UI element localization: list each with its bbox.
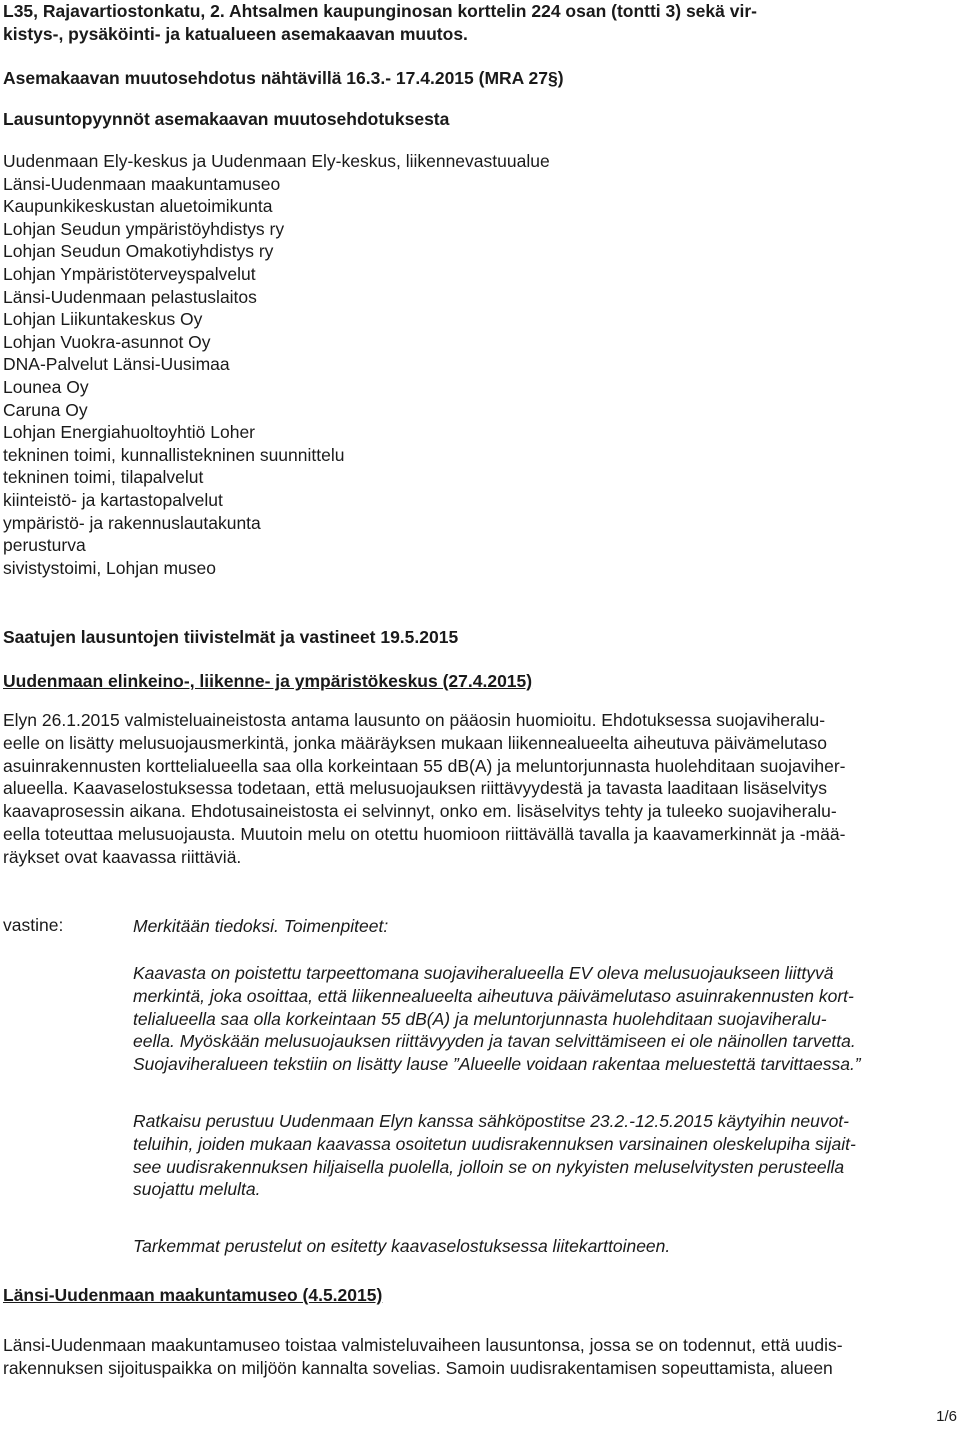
- text-line: kaavaprosessin aikana. Ehdotusaineistosta ei selvinnyt, onko em. lisäselvitys tehty ja tuleeko suojaviheralu-: [3, 801, 837, 822]
- list-item: tekninen toimi, kunnallistekninen suunnittelu: [3, 444, 345, 465]
- list-item: kiinteistö- ja kartastopalvelut: [3, 489, 223, 510]
- page-number: 1/6: [936, 1408, 957, 1425]
- text-line: Suojaviheralueen tekstiin on lisätty lause ”Alueelle voidaan rakentaa meluestettä tarvittaessa.”: [133, 1054, 861, 1075]
- list-item: Lohjan Energiahuoltoyhtiö Loher: [3, 422, 255, 443]
- text-line: asuinrakennusten korttelialueella saa olla korkeintaan 55 dB(A) ja meluntorjunnasta huolehditaan suojaviher-: [3, 755, 846, 776]
- requests-heading: Lausuntopyynnöt asemakaavan muutosehdotuksesta: [3, 109, 450, 129]
- list-item: Kaupunkikeskustan aluetoimikunta: [3, 196, 273, 217]
- text-line: merkintä, joka osoittaa, että liikennealueelta aiheutuva päivämelutaso asuinrakennusten kort-: [133, 985, 854, 1006]
- recipients-list: [3, 150, 953, 579]
- section-heading-ely: Uudenmaan elinkeino-, liikenne- ja ympäristökeskus (27.4.2015): [3, 671, 533, 691]
- list-item: Lohjan Seudun ympäristöyhdistys ry: [3, 218, 285, 239]
- list-item: Lohjan Liikuntakeskus Oy: [3, 309, 203, 330]
- list-item: Caruna Oy: [3, 399, 88, 420]
- list-item: sivistystoimi, Lohjan museo: [3, 557, 216, 578]
- museo-statement: [3, 1334, 953, 1380]
- vastine-label: vastine:: [3, 915, 64, 935]
- title-line: kistys-, pysäköinti- ja katualueen asemakaavan muutos.: [3, 24, 468, 44]
- vastine-paragraph-3: Tarkemmat perustelut on esitetty kaavaselostuksessa liitekarttoineen.: [133, 1236, 671, 1256]
- section-heading-museo: Länsi-Uudenmaan maakuntamuseo (4.5.2015): [3, 1285, 383, 1305]
- exhibit-line: Asemakaavan muutosehdotus nähtävillä 16.3.- 17.4.2015 (MRA 27§): [3, 68, 564, 88]
- list-item: Lohjan Seudun Omakotiyhdistys ry: [3, 241, 274, 262]
- summary-heading: Saatujen lausuntojen tiivistelmät ja vastineet 19.5.2015: [3, 627, 459, 647]
- title-line: L35, Rajavartiostonkatu, 2. Ahtsalmen kaupunginosan korttelin 224 osan (tontti 3) sekä vir-: [3, 1, 757, 21]
- text-line: rakennuksen sijoituspaikka on miljöön kannalta sovelias. Samoin uudisrakentamisen sopeuttamista, alueen: [3, 1357, 833, 1378]
- list-item: ympäristö- ja rakennuslautakunta: [3, 512, 261, 533]
- list-item: DNA-Palvelut Länsi-Uusimaa: [3, 354, 230, 375]
- list-item: Länsi-Uudenmaan maakuntamuseo: [3, 173, 281, 194]
- list-item: Uudenmaan Ely-keskus ja Uudenmaan Ely-keskus, liikennevastuualue: [3, 151, 550, 171]
- list-item: Lounea Oy: [3, 376, 89, 397]
- text-line: eelle on lisätty melusuojausmerkintä, jonka määräyksen mukaan liikennealueelta aiheutuva päivämelutaso: [3, 732, 827, 753]
- document-title: [3, 0, 953, 46]
- text-line: Elyn 26.1.2015 valmisteluaineistosta antama lausunto on pääosin huomioitu. Ehdotuksessa suojaviheralu-: [3, 710, 826, 730]
- text-line: eella toteuttaa melusuojausta. Muutoin melu on otettu huomioon riittävällä tavalla ja kaavamerkinnät ja -mää-: [3, 823, 846, 844]
- text-line: alueella. Kaavaselostuksessa todetaan, että melusuojauksen riittävyydestä ja tavasta laaditaan lisäselvitys: [3, 778, 827, 799]
- text-line: suojattu melulta.: [133, 1179, 261, 1200]
- text-line: see uudisrakennuksen hiljaisella puolella, jolloin se on nykyisten meluselvitysten perusteella: [133, 1156, 845, 1177]
- ely-statement: [3, 709, 953, 869]
- list-item: Lohjan Vuokra-asunnot Oy: [3, 331, 211, 352]
- list-item: Lohjan Ympäristöterveyspalvelut: [3, 263, 256, 284]
- list-item: tekninen toimi, tilapalvelut: [3, 467, 204, 488]
- text-line: telialueella saa olla korkeintaan 55 dB(A) ja meluntorjunnasta huolehditaan suojaviheralu-: [133, 1008, 827, 1029]
- vastine-paragraph-2: [133, 1110, 951, 1201]
- list-item: perusturva: [3, 535, 86, 556]
- vastine-paragraph-1: [133, 962, 951, 1076]
- text-line: Kaavasta on poistettu tarpeettomana suojaviheralueella EV oleva melusuojaukseen liittyvä: [133, 963, 834, 983]
- text-line: Ratkaisu perustuu Uudenmaan Elyn kanssa sähköpostitse 23.2.-12.5.2015 käytyihin neuvot-: [133, 1111, 849, 1131]
- text-line: räykset ovat kaavassa riittäviä.: [3, 846, 242, 867]
- text-line: Länsi-Uudenmaan maakuntamuseo toistaa valmisteluvaiheen lausuntonsa, jossa se on todennut, että uudis-: [3, 1335, 843, 1355]
- text-line: teluihin, joiden mukaan kaavassa osoitetun uudisrakennuksen varsinainen oleskelupiha sijait-: [133, 1133, 856, 1154]
- text-line: eella. Myöskään melusuojauksen riittävyyden ja tavan selvittämiseen ei ole näinollen tarvetta.: [133, 1031, 856, 1052]
- list-item: Länsi-Uudenmaan pelastuslaitos: [3, 286, 257, 307]
- vastine-first-line: Merkitään tiedoksi. Toimenpiteet:: [133, 916, 389, 936]
